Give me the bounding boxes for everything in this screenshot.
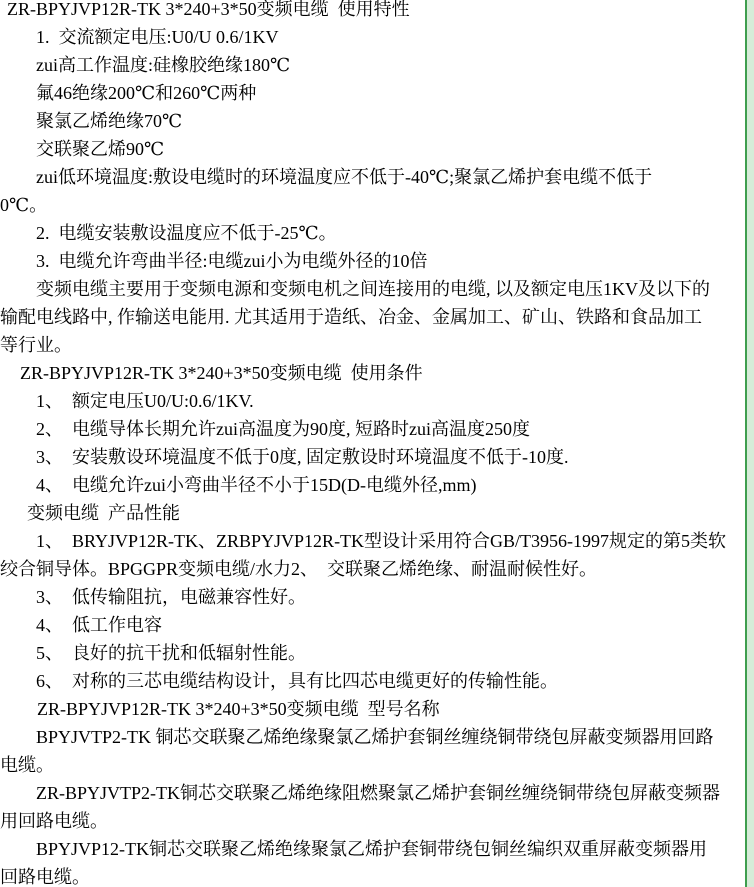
text-line: 聚氯乙烯绝缘70℃ (36, 111, 183, 131)
text-line: BPYJVTP2-TK 铜芯交联聚乙烯绝缘聚氯乙烯护套铜丝缠绕铜带绕包屏蔽变频器用回路 (36, 727, 714, 747)
text-line: 5、 良好的抗干扰和低辐射性能。 (36, 643, 306, 663)
text-line: 回路电缆。 (0, 867, 90, 887)
section-heading: 变频电缆 产品性能 (27, 503, 180, 523)
text-line: 用回路电缆。 (0, 811, 108, 831)
text-line: zui低环境温度:敷设电缆时的环境温度应不低于-40℃;聚氯乙烯护套电缆不低于 (36, 167, 653, 187)
text-line: 氟46绝缘200℃和260℃两种 (36, 83, 257, 103)
text-line: BPYJVP12-TK铜芯交联聚乙烯绝缘聚氯乙烯护套铜带绕包铜丝编织双重屏蔽变频器用 (36, 839, 708, 859)
text-line: 1. 交流额定电压:U0/U 0.6/1KV (36, 27, 279, 47)
text-line: 3、 低传输阻抗，电磁兼容性好。 (36, 587, 306, 607)
text-line: 6、 对称的三芯电缆结构设计，具有比四芯电缆更好的传输性能。 (36, 671, 558, 691)
text-line: 3. 电缆允许弯曲半径:电缆zui小为电缆外径的10倍 (36, 251, 428, 271)
text-line: 2. 电缆安装敷设温度应不低于-25℃。 (36, 223, 337, 243)
text-line: 1、 BRYJVP12R-TK、ZRBPYJVP12R-TK型设计采用符合GB/T3956-1997规定的第5类软 (36, 531, 727, 551)
document-title: ZR-BPYJVP12R-TK 3*240+3*50变频电缆 使用特性 (7, 0, 410, 19)
text-line: 交联聚乙烯90℃ (36, 139, 165, 159)
text-line: zui高工作温度:硅橡胶绝缘180℃ (36, 55, 291, 75)
text-line: 2、 电缆导体长期允许zui高温度为90度, 短路时zui高温度250度 (36, 419, 530, 439)
text-line: 4、 电缆允许zui小弯曲半径不小于15D(D-电缆外径,mm) (36, 475, 477, 495)
text-line: 3、 安装敷设环境温度不低于0度, 固定敷设时环境温度不低于-10度. (36, 447, 569, 467)
section-heading: ZR-BPYJVP12R-TK 3*240+3*50变频电缆 使用条件 (20, 363, 423, 383)
section-heading: ZR-BPYJVP12R-TK 3*240+3*50变频电缆 型号名称 (37, 699, 440, 719)
text-line: 输配电线路中, 作输送电能用. 尤其适用于造纸、冶金、金属加工、矿山、铁路和食品加工 (0, 307, 702, 327)
text-line: 电缆。 (0, 755, 54, 775)
text-line: 等行业。 (0, 335, 72, 355)
text-line: 4、 低工作电容 (36, 615, 162, 635)
text-line: 1、 额定电压U0/U:0.6/1KV. (36, 391, 254, 411)
text-line: 变频电缆主要用于变频电源和变频电机之间连接用的电缆, 以及额定电压1KV及以下的 (36, 279, 710, 299)
text-line: ZR-BPYJVTP2-TK铜芯交联聚乙烯绝缘阻燃聚氯乙烯护套铜丝缠绕铜带绕包屏蔽变频器 (36, 783, 721, 803)
text-line: 0℃。 (0, 195, 48, 215)
window-right-edge (745, 0, 754, 887)
text-line: 绞合铜导体。BPGGPR变频电缆/水力2、 交联聚乙烯绝缘、耐温耐候性好。 (0, 559, 598, 579)
